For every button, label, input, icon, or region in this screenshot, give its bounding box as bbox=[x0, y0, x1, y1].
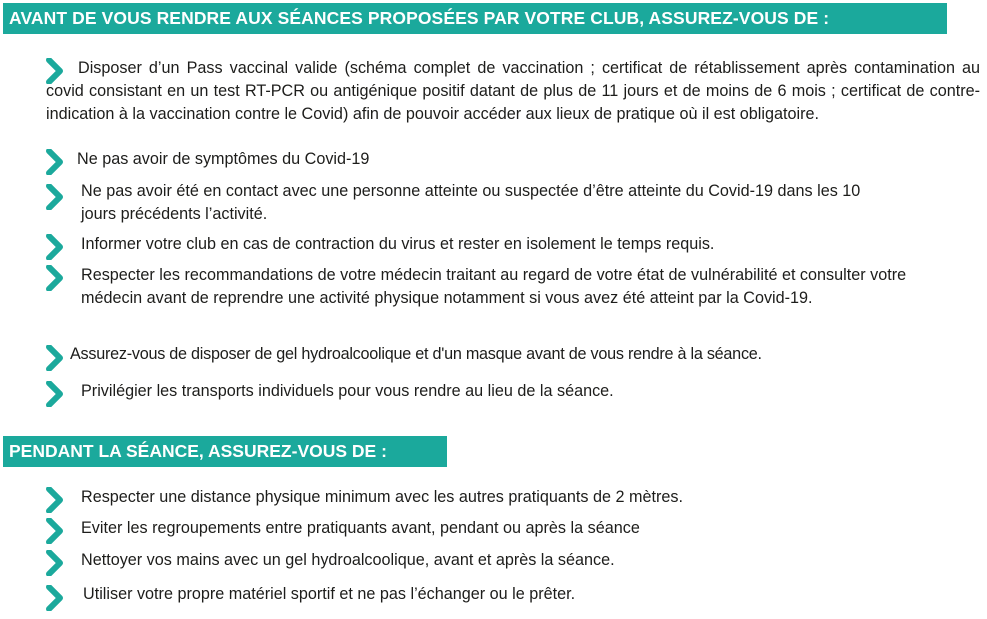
list-item-text: Utiliser votre propre matériel sportif et ne pas l’échanger ou le prêter. bbox=[83, 585, 576, 603]
chevron-right-icon bbox=[46, 184, 66, 210]
list-item-text: Disposer d’un Pass vaccinal valide (schéma complet de vaccination ; certificat de rétablissement après contamination au covid consistant en un test RT-PCR ou antigénique positif datant de plus de 11 jours et de moins de 6 mois ; certificat de contre-indication à la vaccination contre le Covid) afin de pouvoir accéder aux lieux de pratique où il est obligatoire. bbox=[46, 59, 980, 123]
list-item-text: Informer votre club en cas de contraction du virus et rester en isolement le temps requis. bbox=[81, 235, 715, 253]
chevron-right-icon bbox=[46, 550, 66, 576]
section-during-title: PENDANT LA SÉANCE, ASSUREZ-VOUS DE : bbox=[3, 436, 447, 467]
list-item-text: Respecter une distance physique minimum avec les autres pratiquants de 2 mètres. bbox=[81, 488, 683, 506]
section-before-title: AVANT DE VOUS RENDRE AUX SÉANCES PROPOSÉES PAR VOTRE CLUB, ASSUREZ-VOUS DE : bbox=[3, 3, 947, 34]
chevron-right-icon bbox=[46, 381, 66, 407]
list-item-text: Privilégier les transports individuels pour vous rendre au lieu de la séance. bbox=[81, 382, 614, 400]
list-item-text: Assurez-vous de disposer de gel hydroalcoolique et d'un masque avant de vous rendre à la séance. bbox=[70, 345, 762, 363]
list-item-text: Nettoyer vos mains avec un gel hydroalcoolique, avant et après la séance. bbox=[81, 551, 615, 569]
list-item-text: Respecter les recommandations de votre médecin traitant au regard de votre état de vulnérabilité et consulter votre médecin avant de reprendre une activité physique notamment si vous avez été atteint par la Covid-19. bbox=[81, 266, 907, 307]
chevron-right-icon bbox=[46, 149, 66, 175]
chevron-right-icon bbox=[46, 345, 66, 371]
chevron-right-icon bbox=[46, 585, 66, 611]
list-item-text: Ne pas avoir été en contact avec une personne atteinte ou suspectée d’être atteinte du Covid-19 dans les 10 jours précédents l’activité. bbox=[81, 182, 861, 223]
chevron-right-icon bbox=[46, 487, 66, 513]
list-item-text: Eviter les regroupements entre pratiquants avant, pendant ou après la séance bbox=[81, 519, 640, 537]
chevron-right-icon bbox=[46, 234, 66, 260]
chevron-right-icon bbox=[46, 265, 66, 291]
chevron-right-icon bbox=[46, 518, 66, 544]
list-item-text: Ne pas avoir de symptômes du Covid-19 bbox=[77, 150, 370, 168]
